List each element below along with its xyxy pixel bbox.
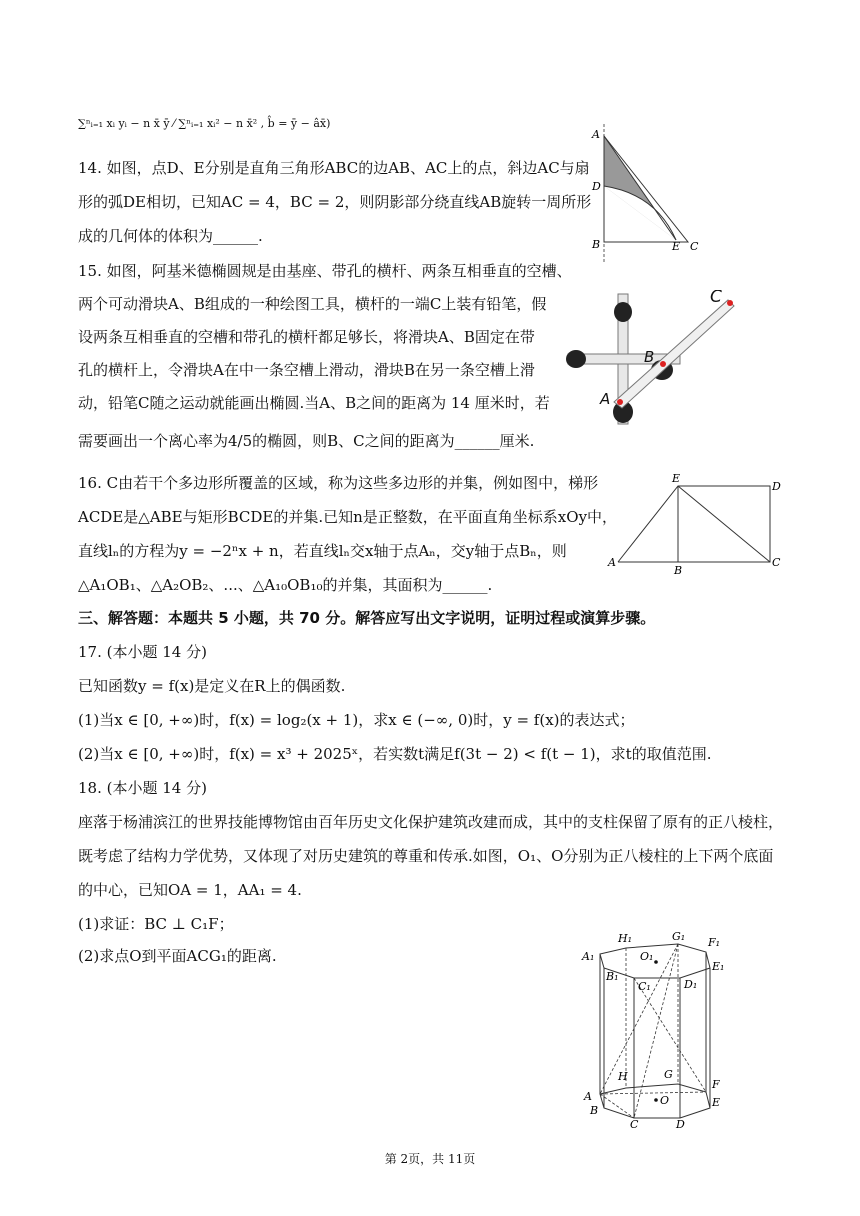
q15-line-6: 需要画出一个离心率为4/5的椭圆，则B、C之间的距离为______厘米. — [78, 432, 535, 450]
label-H: H — [618, 1070, 628, 1083]
label-D: D — [592, 180, 601, 193]
regression-formula: ∑ⁿᵢ₌₁ xᵢ yᵢ − n x̄ ȳ ⁄ ∑ⁿᵢ₌₁ xᵢ² − n x̄² , b̂ = ȳ − âx̄) — [78, 117, 331, 130]
label-D1: D₁ — [684, 978, 698, 991]
q18-line-2: 既考虑了结构力学优势，又体现了对历史建筑的尊重和传承.如图，O₁、O分别为正八棱柱的上下两个底面 — [78, 847, 774, 865]
q15-line-3: 设两条互相垂直的空槽和带孔的横杆都足够长，将滑块A、B固定在带 — [78, 328, 535, 346]
label-A: A — [584, 1090, 592, 1103]
q16-line-4: △A₁OB₁、△A₂OB₂、...、△A₁₀OB₁₀的并集，其面积为______. — [78, 576, 493, 594]
q18-line-3: 的中心，已知OA = 1，AA₁ = 4. — [78, 881, 302, 899]
label-F1: F₁ — [708, 936, 721, 949]
label-B1: B₁ — [606, 970, 619, 983]
label-G: G — [664, 1068, 673, 1081]
q14-line-2: 形的弧DE相切，已知AC = 4，BC = 2，则阴影部分绕直线AB旋转一周所形 — [78, 193, 592, 211]
label-O1: O₁ — [640, 950, 654, 963]
label-O: O — [660, 1094, 670, 1107]
label-A1: A₁ — [582, 950, 595, 963]
q15-line-4: 孔的横杆上，令滑块A在中一条空槽上滑动，滑块B在另一条空槽上滑 — [78, 361, 535, 379]
label-B: B — [674, 564, 683, 577]
label-E: E — [712, 1096, 721, 1109]
label-E: E — [672, 472, 681, 485]
q17-line-2: (1)当x ∈ [0, +∞)时，f(x) = log₂(x + 1)，求x ∈ (−∞, 0)时，y = f(x)的表达式； — [78, 711, 635, 729]
q18-octagonal-prism-figure — [578, 930, 738, 1130]
label-B: B — [590, 1104, 599, 1117]
q17-title: 17. (本小题 14 分) — [78, 643, 207, 661]
q14-line-3: 成的几何体的体积为______. — [78, 227, 263, 245]
label-E1: E₁ — [712, 960, 725, 973]
q14-figure — [586, 124, 706, 264]
label-A: A — [592, 128, 600, 141]
section-heading: 三、解答题：本题共 5 小题，共 70 分。解答应写出文字说明，证明过程或演算步骤。 — [78, 609, 656, 627]
label-C: C — [772, 556, 781, 569]
label-F: F — [712, 1078, 720, 1091]
q16-trapezoid-figure — [602, 470, 792, 578]
q16-line-2: ACDE是△ABE与矩形BCDE的并集.已知n是正整数，在平面直角坐标系xOy中， — [78, 508, 618, 526]
q18-line-1: 座落于杨浦滨江的世界技能博物馆由百年历史文化保护建筑改建而成，其中的支柱保留了原有的正八棱柱， — [78, 813, 784, 831]
q14-line-1: 14. 如图，点D、E分别是直角三角形ABC的边AB、AC上的点，斜边AC与扇 — [78, 159, 590, 177]
label-A: A — [600, 390, 611, 408]
q17-line-3: (2)当x ∈ [0, +∞)时，f(x) = x³ + 2025ˣ，若实数t满足f(3t − 2) < f(t − 1)，求t的取值范围. — [78, 745, 712, 763]
label-C: C — [710, 290, 722, 307]
label-D: D — [676, 1118, 685, 1130]
q18-line-4: (1)求证：BC ⊥ C₁F； — [78, 915, 234, 933]
q16-line-1: 16. C由若干个多边形所覆盖的区域，称为这些多边形的并集，例如图中，梯形 — [78, 474, 599, 492]
label-C1: C₁ — [638, 980, 651, 993]
q15-line-2: 两个可动滑块A、B组成的一种绘图工具，横杆的一端C上装有铅笔，假 — [78, 295, 547, 313]
q15-line-1: 15. 如图，阿基米德椭圆规是由基座、带孔的横杆、两条互相垂直的空槽、 — [78, 262, 572, 280]
label-D: D — [772, 480, 781, 493]
label-G1: G₁ — [672, 930, 686, 943]
label-C: C — [630, 1118, 639, 1130]
q17-line-1: 已知函数y = f(x)是定义在R上的偶函数. — [78, 677, 346, 695]
q16-line-3: 直线lₙ的方程为y = −2ⁿx + n，若直线lₙ交x轴于点Aₙ，交y轴于点Bₙ，则 — [78, 542, 567, 560]
q15-line-5: 动，铅笔C随之运动就能画出椭圆.当A、B之间的距离为 14 厘米时，若 — [78, 394, 550, 412]
q18-title: 18. (本小题 14 分) — [78, 779, 207, 797]
label-H1: H₁ — [618, 932, 633, 945]
label-C: C — [690, 240, 699, 253]
page-footer: 第 2页，共 11页 — [384, 1152, 476, 1166]
label-B: B — [644, 348, 655, 366]
q15-ellipsograph-figure — [562, 290, 742, 430]
label-B: B — [592, 238, 601, 251]
q18-line-5: (2)求点O到平面ACG₁的距离. — [78, 947, 277, 965]
label-A: A — [608, 556, 616, 569]
label-E: E — [672, 240, 681, 253]
